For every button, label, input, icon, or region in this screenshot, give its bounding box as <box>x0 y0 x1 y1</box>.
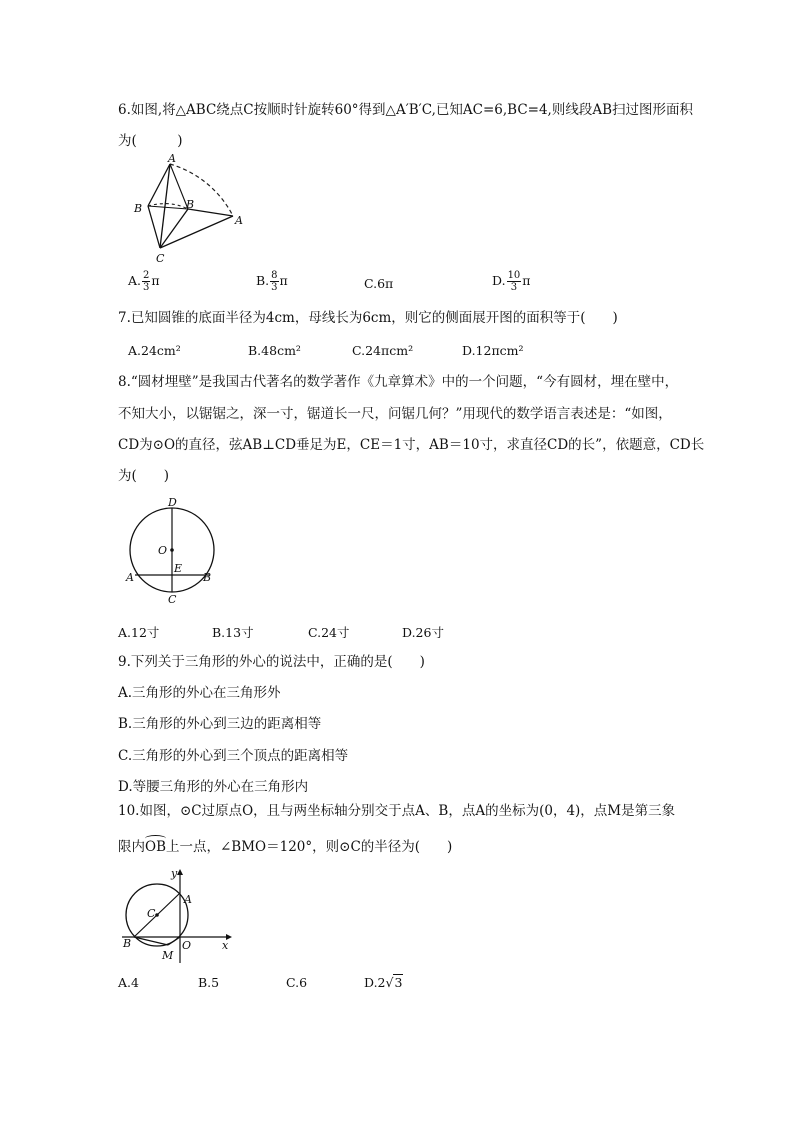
q10-text-line2: 限内 OB上一点，∠BMO＝120°，则⊙C的半径为( ) <box>118 838 452 856</box>
q10-option-a: A.4 <box>118 975 139 990</box>
q10-label-c: C <box>147 907 156 920</box>
q6-option-b: B. $\frac{8}{3}$ π <box>256 270 288 293</box>
q7-option-d: D.12πcm² <box>462 343 524 358</box>
q7-option-c: C.24πcm² <box>352 343 414 358</box>
q7-option-b: B.48cm² <box>248 343 301 358</box>
q10-label-a: A <box>184 893 192 906</box>
q6-option-a: A. $\frac{2}{3}$ π <box>128 270 160 293</box>
q6-text-line1: 6.如图,将△ABC绕点C按顺时针旋转60°得到△A′B′C,已知AC=6,BC=4,则线段AB扫过图形面积 <box>118 102 694 118</box>
q9-option-d: D.等腰三角形的外心在三角形内 <box>118 779 309 795</box>
q10-label-b: B <box>123 937 132 950</box>
q10-arc-ob: OB <box>145 839 166 855</box>
q10-text-line1: 10.如图，⊙C过原点O，且与两坐标轴分别交于点A、B，点A的坐标为(0，4)，点M是第三象 <box>118 803 676 819</box>
q10-option-d: D.2√3 <box>364 975 403 990</box>
q8-text-line4: 为( ) <box>118 468 170 484</box>
q8-option-c: C.24寸 <box>308 625 350 640</box>
q10-label-y: y <box>171 867 178 880</box>
q10-option-c: C.6 <box>286 975 308 990</box>
q6-option-c: C.6π <box>364 276 394 291</box>
q8-label-a: A <box>126 571 134 584</box>
q8-text-line1: 8.“圆材埋壁”是我国古代著名的数学著作《九章算术》中的一个问题，“今有圆材，埋在壁中， <box>118 374 679 390</box>
q10-coordinate-figure <box>118 865 238 965</box>
q8-label-e: E <box>174 562 183 575</box>
q6-label-c: C <box>156 252 165 265</box>
q9-option-b: B.三角形的外心到三边的距离相等 <box>118 716 322 732</box>
q8-text-line3: CD为⊙O的直径，弦AB⊥CD垂足为E，CE＝1寸，AB＝10寸，求直径CD的长”，依题意，CD长 <box>118 437 705 453</box>
q10-label-o: O <box>182 939 192 952</box>
q8-label-c: C <box>168 593 177 606</box>
q7-option-a: A.24cm² <box>128 343 181 358</box>
q6-rotation-figure <box>118 150 258 265</box>
q10-option-b: B.5 <box>198 975 220 990</box>
q6-text-line2: 为( ) <box>118 133 183 149</box>
q8-text-line2: 不知大小，以锯锯之，深一寸，锯道长一尺，问锯几何？”用现代的数学语言表述是：“如图， <box>118 406 672 422</box>
q10-label-m: M <box>162 949 174 962</box>
q9-text-line1: 9.下列关于三角形的外心的说法中，正确的是( ) <box>118 654 425 670</box>
q9-option-a: A.三角形的外心在三角形外 <box>118 685 281 701</box>
q7-text-line1: 7.已知圆锥的底面半径为4cm，母线长为6cm，则它的侧面展开图的面积等于( ) <box>118 310 618 326</box>
q6-label-a: A <box>168 152 176 165</box>
q8-label-b: B <box>203 571 212 584</box>
q6-option-d: D. $\frac{10}{3}$ π <box>492 270 531 293</box>
q10-label-x: x <box>222 939 229 952</box>
q8-option-b: B.13寸 <box>212 625 254 640</box>
q9-option-c: C.三角形的外心到三个顶点的距离相等 <box>118 748 349 764</box>
q8-label-o: O <box>158 544 168 557</box>
q6-label-a-prime: A <box>235 214 243 227</box>
q6-label-b-prime: B <box>186 198 195 211</box>
q8-option-a: A.12寸 <box>118 625 160 640</box>
q6-label-b: B <box>134 202 143 215</box>
q8-label-d: D <box>168 496 177 509</box>
q8-circle-figure <box>118 495 228 610</box>
q8-option-d: D.26寸 <box>402 625 444 640</box>
